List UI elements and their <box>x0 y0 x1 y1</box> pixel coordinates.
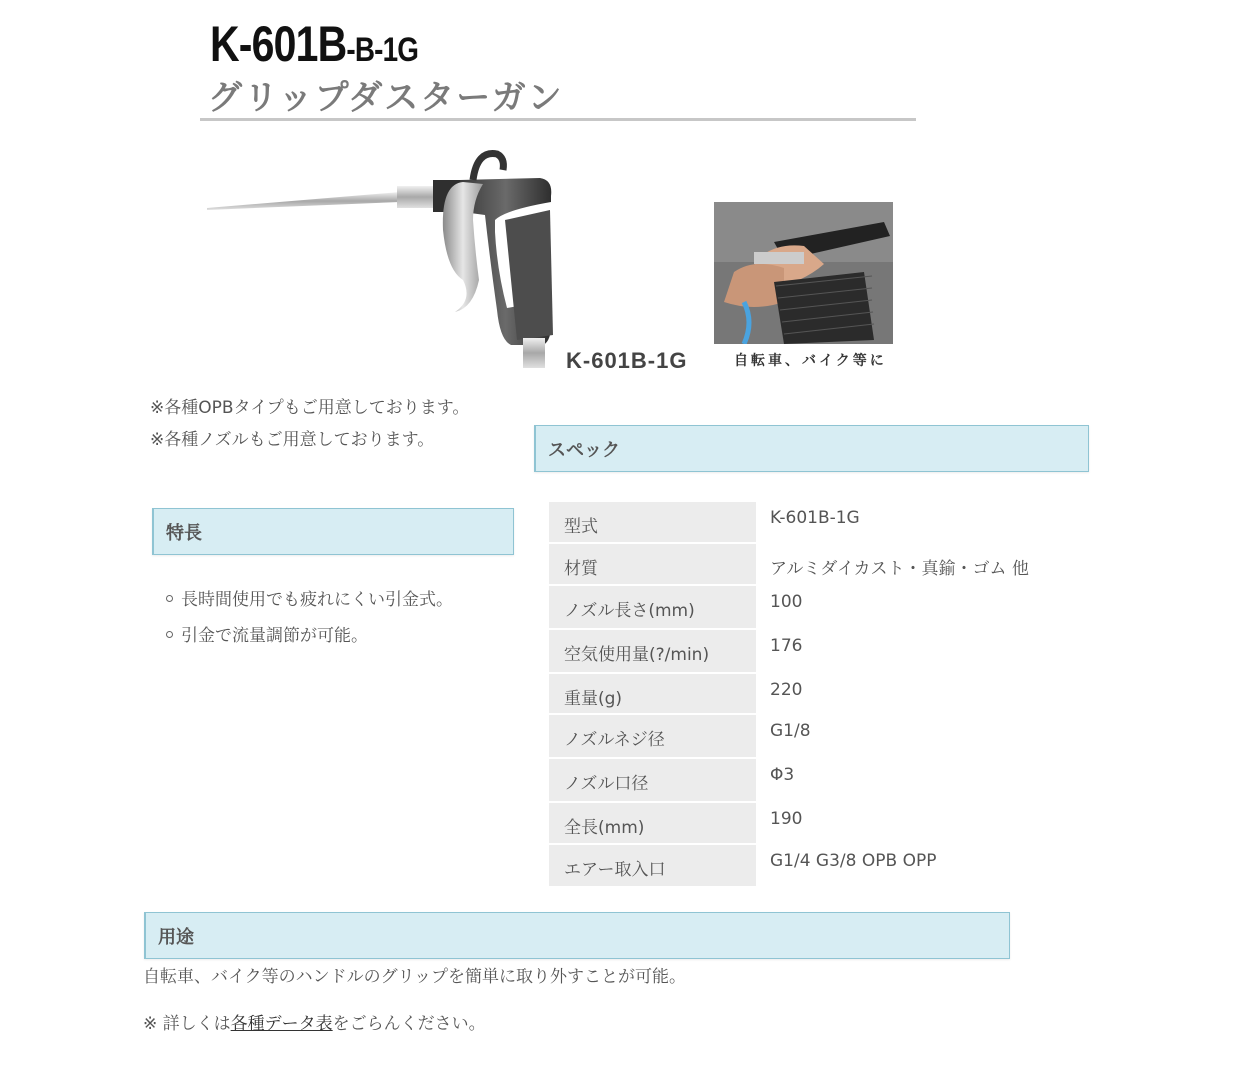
spec-label: ノズル長さ(mm) <box>549 586 756 628</box>
spec-row <box>549 586 1089 628</box>
spec-row <box>549 845 1089 886</box>
title-divider <box>200 118 916 121</box>
usage-photo <box>714 202 893 344</box>
spec-row <box>549 715 1089 757</box>
spec-row <box>549 674 1089 713</box>
spec-value: Φ3 <box>770 765 795 785</box>
spec-label: ノズルネジ径 <box>549 715 756 757</box>
model-number: K-601B <box>210 16 347 72</box>
spec-value: G1/4 G3/8 OPB OPP <box>770 851 937 871</box>
product-model-title <box>210 14 418 80</box>
detail-line <box>143 1009 486 1034</box>
bullet-icon <box>166 631 173 638</box>
note-opb: ※各種OPBタイプもご用意しております。 <box>150 398 470 418</box>
spec-value: アルミダイカスト・真鍮・ゴム 他 <box>770 559 1029 579</box>
spec-value: G1/8 <box>770 721 811 741</box>
product-model-label: K-601B-1G <box>566 348 688 373</box>
spec-row <box>549 544 1089 584</box>
spec-label: エアー取入口 <box>549 845 756 886</box>
product-image <box>205 140 565 380</box>
usage-text: 自転車、バイク等のハンドルのグリップを簡単に取り外すことが可能。 <box>143 967 686 987</box>
note-nozzle: ※各種ノズルもご用意しております。 <box>150 430 435 450</box>
spec-table <box>549 500 1089 888</box>
feature-item <box>166 621 368 646</box>
feature-item <box>166 585 453 610</box>
usage-photo-caption: 自転車、バイク等に <box>734 353 887 369</box>
feature-text: 長時間使用でも疲れにくい引金式。 <box>181 590 453 610</box>
spec-label: 空気使用量(?/min) <box>549 630 756 672</box>
product-name: グリップダスターガン <box>208 78 564 118</box>
spec-heading: スペック <box>534 425 1089 472</box>
spec-row <box>549 759 1089 801</box>
detail-suffix: をごらんください。 <box>332 1014 486 1034</box>
data-sheet-link[interactable]: 各種データ表 <box>230 1014 333 1034</box>
spec-value: 100 <box>770 592 803 612</box>
detail-prefix: ※ 詳しくは <box>143 1014 231 1034</box>
spec-label: 材質 <box>549 544 756 584</box>
usage-heading: 用途 <box>144 912 1010 959</box>
spec-label: 全長(mm) <box>549 803 756 843</box>
spec-label: 型式 <box>549 502 756 542</box>
spec-value: 190 <box>770 809 803 829</box>
spec-value: 220 <box>770 680 803 700</box>
spec-row <box>549 803 1089 843</box>
spec-row <box>549 630 1089 672</box>
bullet-icon <box>166 595 173 602</box>
spec-label: ノズル口径 <box>549 759 756 801</box>
feature-text: 引金で流量調節が可能。 <box>181 626 368 646</box>
model-suffix: -B-1G <box>346 31 419 69</box>
spec-row <box>549 502 1089 542</box>
features-heading: 特長 <box>152 508 514 555</box>
spec-value: 176 <box>770 636 803 656</box>
spec-label: 重量(g) <box>549 674 756 713</box>
spec-value: K-601B-1G <box>770 508 860 528</box>
